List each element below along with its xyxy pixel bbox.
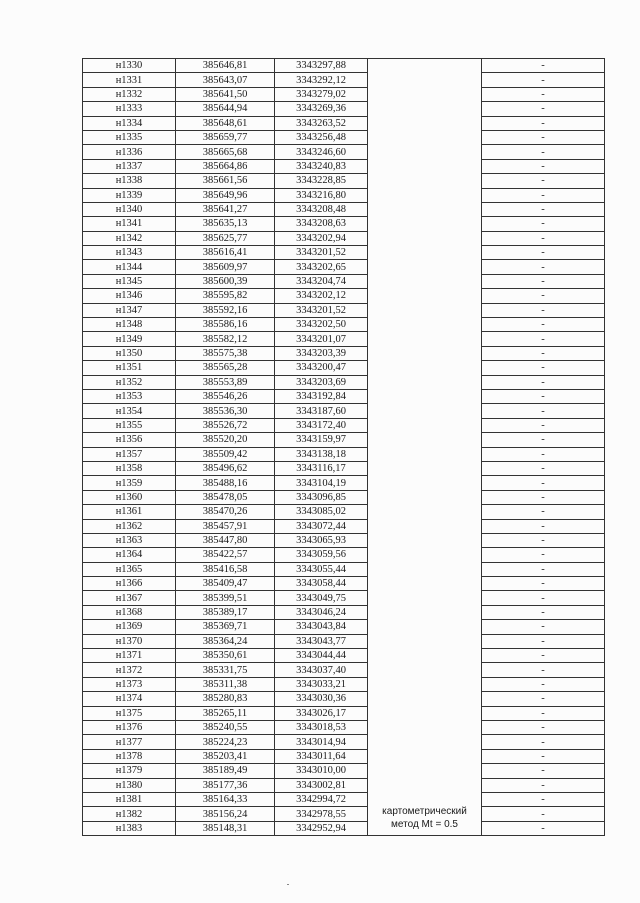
table-row: [83, 231, 605, 245]
point-id-cell: н1343: [83, 246, 176, 260]
y-coordinate-cell: 3343085,02: [275, 505, 368, 519]
dash-cell: -: [482, 174, 605, 188]
table-row: [83, 692, 605, 706]
dash-cell: -: [482, 433, 605, 447]
point-id-cell: н1380: [83, 778, 176, 792]
point-id-cell: н1359: [83, 476, 176, 490]
table-row: [83, 764, 605, 778]
point-id-cell: н1353: [83, 389, 176, 403]
y-coordinate-cell: 3343203,39: [275, 346, 368, 360]
dash-cell: -: [482, 663, 605, 677]
point-id-cell: н1352: [83, 375, 176, 389]
x-coordinate-cell: 385265,11: [176, 706, 275, 720]
dash-cell: -: [482, 260, 605, 274]
point-id-cell: н1370: [83, 634, 176, 648]
table-row: [83, 188, 605, 202]
point-id-cell: н1332: [83, 87, 176, 101]
point-id-cell: н1346: [83, 289, 176, 303]
y-coordinate-cell: 3343297,88: [275, 59, 368, 73]
dash-cell: -: [482, 59, 605, 73]
point-id-cell: н1366: [83, 577, 176, 591]
table-row: [83, 404, 605, 418]
y-coordinate-cell: 3343256,48: [275, 130, 368, 144]
y-coordinate-cell: 3343202,94: [275, 231, 368, 245]
table-row: [83, 577, 605, 591]
y-coordinate-cell: 3343192,84: [275, 389, 368, 403]
y-coordinate-cell: 3343043,84: [275, 620, 368, 634]
x-coordinate-cell: 385447,80: [176, 533, 275, 547]
y-coordinate-cell: 3343026,17: [275, 706, 368, 720]
point-id-cell: н1347: [83, 303, 176, 317]
y-coordinate-cell: 3343059,56: [275, 548, 368, 562]
x-coordinate-cell: 385641,27: [176, 202, 275, 216]
x-coordinate-cell: 385331,75: [176, 663, 275, 677]
dash-cell: -: [482, 246, 605, 260]
table-row: [83, 605, 605, 619]
y-coordinate-cell: 3343058,44: [275, 577, 368, 591]
table-row: [83, 749, 605, 763]
point-id-cell: н1364: [83, 548, 176, 562]
table-row: [83, 116, 605, 130]
table-row: [83, 490, 605, 504]
table-row: [83, 720, 605, 734]
point-id-cell: н1330: [83, 59, 176, 73]
table-row: [83, 274, 605, 288]
coordinates-table: [82, 58, 605, 836]
point-id-cell: н1362: [83, 519, 176, 533]
table-row: [83, 318, 605, 332]
table-row: [83, 821, 605, 835]
x-coordinate-cell: 385389,17: [176, 605, 275, 619]
x-coordinate-cell: 385350,61: [176, 649, 275, 663]
x-coordinate-cell: 385665,68: [176, 145, 275, 159]
point-id-cell: н1349: [83, 332, 176, 346]
y-coordinate-cell: 3343018,53: [275, 720, 368, 734]
point-id-cell: н1344: [83, 260, 176, 274]
x-coordinate-cell: 385546,26: [176, 389, 275, 403]
x-coordinate-cell: 385526,72: [176, 418, 275, 432]
y-coordinate-cell: 3343202,12: [275, 289, 368, 303]
y-coordinate-cell: 3343104,19: [275, 476, 368, 490]
point-id-cell: н1378: [83, 749, 176, 763]
x-coordinate-cell: 385635,13: [176, 217, 275, 231]
dash-cell: -: [482, 188, 605, 202]
x-coordinate-cell: 385177,36: [176, 778, 275, 792]
y-coordinate-cell: 3343065,93: [275, 533, 368, 547]
table-row: [83, 174, 605, 188]
x-coordinate-cell: 385224,23: [176, 735, 275, 749]
x-coordinate-cell: 385644,94: [176, 102, 275, 116]
x-coordinate-cell: 385416,58: [176, 562, 275, 576]
x-coordinate-cell: 385664,86: [176, 159, 275, 173]
x-coordinate-cell: 385643,07: [176, 73, 275, 87]
x-coordinate-cell: 385422,57: [176, 548, 275, 562]
dash-cell: -: [482, 375, 605, 389]
table-row: [83, 548, 605, 562]
point-id-cell: н1375: [83, 706, 176, 720]
dash-cell: -: [482, 332, 605, 346]
y-coordinate-cell: 3343201,52: [275, 246, 368, 260]
dash-cell: -: [482, 159, 605, 173]
point-id-cell: н1345: [83, 274, 176, 288]
x-coordinate-cell: 385488,16: [176, 476, 275, 490]
dash-cell: -: [482, 735, 605, 749]
coordinates-table-body: [83, 59, 605, 836]
y-coordinate-cell: 3343116,17: [275, 461, 368, 475]
point-id-cell: н1371: [83, 649, 176, 663]
y-coordinate-cell: 3343030,36: [275, 692, 368, 706]
x-coordinate-cell: 385646,81: [176, 59, 275, 73]
y-coordinate-cell: 3342978,55: [275, 807, 368, 821]
point-id-cell: н1360: [83, 490, 176, 504]
table-row: [83, 620, 605, 634]
table-row: [83, 792, 605, 806]
table-row: [83, 246, 605, 260]
table-row: [83, 778, 605, 792]
y-coordinate-cell: 3343055,44: [275, 562, 368, 576]
table-row: [83, 418, 605, 432]
dash-cell: -: [482, 605, 605, 619]
point-id-cell: н1374: [83, 692, 176, 706]
x-coordinate-cell: 385565,28: [176, 361, 275, 375]
point-id-cell: н1350: [83, 346, 176, 360]
x-coordinate-cell: 385164,33: [176, 792, 275, 806]
point-id-cell: н1377: [83, 735, 176, 749]
table-row: [83, 346, 605, 360]
x-coordinate-cell: 385595,82: [176, 289, 275, 303]
table-row: [83, 73, 605, 87]
x-coordinate-cell: 385470,26: [176, 505, 275, 519]
point-id-cell: н1334: [83, 116, 176, 130]
x-coordinate-cell: 385156,24: [176, 807, 275, 821]
point-id-cell: н1373: [83, 677, 176, 691]
x-coordinate-cell: 385625,77: [176, 231, 275, 245]
table-row: [83, 663, 605, 677]
point-id-cell: н1379: [83, 764, 176, 778]
table-row: [83, 289, 605, 303]
y-coordinate-cell: 3343011,64: [275, 749, 368, 763]
x-coordinate-cell: 385203,41: [176, 749, 275, 763]
y-coordinate-cell: 3343203,69: [275, 375, 368, 389]
dash-cell: -: [482, 764, 605, 778]
table-row: [83, 361, 605, 375]
point-id-cell: н1363: [83, 533, 176, 547]
dash-cell: -: [482, 821, 605, 835]
point-id-cell: н1340: [83, 202, 176, 216]
point-id-cell: н1381: [83, 792, 176, 806]
y-coordinate-cell: 3343037,40: [275, 663, 368, 677]
x-coordinate-cell: 385457,91: [176, 519, 275, 533]
table-row: [83, 706, 605, 720]
y-coordinate-cell: 3343240,83: [275, 159, 368, 173]
y-coordinate-cell: 3343200,47: [275, 361, 368, 375]
dash-cell: -: [482, 577, 605, 591]
x-coordinate-cell: 385240,55: [176, 720, 275, 734]
x-coordinate-cell: 385311,38: [176, 677, 275, 691]
point-id-cell: н1355: [83, 418, 176, 432]
dash-cell: -: [482, 418, 605, 432]
x-coordinate-cell: 385148,31: [176, 821, 275, 835]
method-cell: [368, 59, 482, 836]
table-row: [83, 807, 605, 821]
y-coordinate-cell: 3342952,94: [275, 821, 368, 835]
table-row: [83, 202, 605, 216]
y-coordinate-cell: 3343010,00: [275, 764, 368, 778]
dash-cell: -: [482, 476, 605, 490]
x-coordinate-cell: 385364,24: [176, 634, 275, 648]
point-id-cell: н1354: [83, 404, 176, 418]
point-id-cell: н1348: [83, 318, 176, 332]
table-row: [83, 217, 605, 231]
point-id-cell: н1382: [83, 807, 176, 821]
scan-speck: [287, 884, 289, 885]
table-row: [83, 102, 605, 116]
x-coordinate-cell: 385609,97: [176, 260, 275, 274]
dash-cell: -: [482, 706, 605, 720]
x-coordinate-cell: 385369,71: [176, 620, 275, 634]
x-coordinate-cell: 385575,38: [176, 346, 275, 360]
dash-cell: -: [482, 389, 605, 403]
y-coordinate-cell: 3343096,85: [275, 490, 368, 504]
dash-cell: -: [482, 490, 605, 504]
y-coordinate-cell: 3343201,07: [275, 332, 368, 346]
table-row: [83, 447, 605, 461]
y-coordinate-cell: 3343049,75: [275, 591, 368, 605]
dash-cell: -: [482, 404, 605, 418]
table-row: [83, 303, 605, 317]
point-id-cell: н1369: [83, 620, 176, 634]
x-coordinate-cell: 385661,56: [176, 174, 275, 188]
point-id-cell: н1331: [83, 73, 176, 87]
dash-cell: -: [482, 274, 605, 288]
table-row: [83, 677, 605, 691]
y-coordinate-cell: 3343046,24: [275, 605, 368, 619]
dash-cell: -: [482, 792, 605, 806]
y-coordinate-cell: 3343228,85: [275, 174, 368, 188]
dash-cell: -: [482, 130, 605, 144]
method-line-1: картометрический: [382, 806, 467, 818]
table-row: [83, 332, 605, 346]
y-coordinate-cell: 3343292,12: [275, 73, 368, 87]
table-row: [83, 433, 605, 447]
table-row: [83, 476, 605, 490]
point-id-cell: н1376: [83, 720, 176, 734]
dash-cell: -: [482, 461, 605, 475]
x-coordinate-cell: 385553,89: [176, 375, 275, 389]
y-coordinate-cell: 3343187,60: [275, 404, 368, 418]
x-coordinate-cell: 385189,49: [176, 764, 275, 778]
point-id-cell: н1341: [83, 217, 176, 231]
dash-cell: -: [482, 289, 605, 303]
dash-cell: -: [482, 677, 605, 691]
point-id-cell: н1337: [83, 159, 176, 173]
y-coordinate-cell: 3343044,44: [275, 649, 368, 663]
x-coordinate-cell: 385509,42: [176, 447, 275, 461]
point-id-cell: н1338: [83, 174, 176, 188]
y-coordinate-cell: 3343216,80: [275, 188, 368, 202]
dash-cell: -: [482, 145, 605, 159]
point-id-cell: н1351: [83, 361, 176, 375]
y-coordinate-cell: 3343172,40: [275, 418, 368, 432]
dash-cell: -: [482, 116, 605, 130]
y-coordinate-cell: 3343208,63: [275, 217, 368, 231]
dash-cell: -: [482, 217, 605, 231]
dash-cell: -: [482, 548, 605, 562]
point-id-cell: н1342: [83, 231, 176, 245]
table-row: [83, 260, 605, 274]
table-row: [83, 461, 605, 475]
table-row: [83, 591, 605, 605]
dash-cell: -: [482, 303, 605, 317]
y-coordinate-cell: 3343202,65: [275, 260, 368, 274]
x-coordinate-cell: 385399,51: [176, 591, 275, 605]
dash-cell: -: [482, 318, 605, 332]
point-id-cell: н1333: [83, 102, 176, 116]
dash-cell: -: [482, 102, 605, 116]
y-coordinate-cell: 3343201,52: [275, 303, 368, 317]
point-id-cell: н1339: [83, 188, 176, 202]
point-id-cell: н1335: [83, 130, 176, 144]
y-coordinate-cell: 3343072,44: [275, 519, 368, 533]
y-coordinate-cell: 3343263,52: [275, 116, 368, 130]
y-coordinate-cell: 3343208,48: [275, 202, 368, 216]
y-coordinate-cell: 3343204,74: [275, 274, 368, 288]
point-id-cell: н1372: [83, 663, 176, 677]
x-coordinate-cell: 385659,77: [176, 130, 275, 144]
dash-cell: -: [482, 202, 605, 216]
x-coordinate-cell: 385280,83: [176, 692, 275, 706]
point-id-cell: н1356: [83, 433, 176, 447]
dash-cell: -: [482, 749, 605, 763]
x-coordinate-cell: 385582,12: [176, 332, 275, 346]
table-row: [83, 562, 605, 576]
y-coordinate-cell: 3343279,02: [275, 87, 368, 101]
point-id-cell: н1365: [83, 562, 176, 576]
y-coordinate-cell: 3343033,21: [275, 677, 368, 691]
dash-cell: -: [482, 778, 605, 792]
table-row: [83, 375, 605, 389]
table-row: [83, 505, 605, 519]
dash-cell: -: [482, 591, 605, 605]
point-id-cell: н1361: [83, 505, 176, 519]
dash-cell: -: [482, 231, 605, 245]
dash-cell: -: [482, 505, 605, 519]
table-row: [83, 159, 605, 173]
table-row: [83, 649, 605, 663]
table-row: [83, 59, 605, 73]
dash-cell: -: [482, 533, 605, 547]
x-coordinate-cell: 385649,96: [176, 188, 275, 202]
dash-cell: -: [482, 361, 605, 375]
dash-cell: -: [482, 87, 605, 101]
x-coordinate-cell: 385409,47: [176, 577, 275, 591]
table-row: [83, 519, 605, 533]
dash-cell: -: [482, 807, 605, 821]
point-id-cell: н1357: [83, 447, 176, 461]
table-row: [83, 735, 605, 749]
y-coordinate-cell: 3343202,50: [275, 318, 368, 332]
table-row: [83, 130, 605, 144]
table-row: [83, 145, 605, 159]
y-coordinate-cell: 3343246,60: [275, 145, 368, 159]
x-coordinate-cell: 385641,50: [176, 87, 275, 101]
dash-cell: -: [482, 519, 605, 533]
dash-cell: -: [482, 562, 605, 576]
x-coordinate-cell: 385586,16: [176, 318, 275, 332]
x-coordinate-cell: 385648,61: [176, 116, 275, 130]
dash-cell: -: [482, 634, 605, 648]
dash-cell: -: [482, 620, 605, 634]
x-coordinate-cell: 385600,39: [176, 274, 275, 288]
dash-cell: -: [482, 346, 605, 360]
point-id-cell: н1383: [83, 821, 176, 835]
table-row: [83, 389, 605, 403]
x-coordinate-cell: 385536,30: [176, 404, 275, 418]
x-coordinate-cell: 385616,41: [176, 246, 275, 260]
dash-cell: -: [482, 447, 605, 461]
y-coordinate-cell: 3343138,18: [275, 447, 368, 461]
x-coordinate-cell: 385520,20: [176, 433, 275, 447]
dash-cell: -: [482, 73, 605, 87]
point-id-cell: н1358: [83, 461, 176, 475]
y-coordinate-cell: 3343269,36: [275, 102, 368, 116]
method-line-2: метод Mt = 0.5: [391, 819, 458, 831]
y-coordinate-cell: 3343014,94: [275, 735, 368, 749]
dash-cell: -: [482, 649, 605, 663]
y-coordinate-cell: 3343043,77: [275, 634, 368, 648]
x-coordinate-cell: 385478,05: [176, 490, 275, 504]
point-id-cell: н1368: [83, 605, 176, 619]
dash-cell: -: [482, 720, 605, 734]
point-id-cell: н1336: [83, 145, 176, 159]
table-row: [83, 634, 605, 648]
table-row: [83, 533, 605, 547]
y-coordinate-cell: 3343002,81: [275, 778, 368, 792]
table-row: [83, 87, 605, 101]
y-coordinate-cell: 3342994,72: [275, 792, 368, 806]
point-id-cell: н1367: [83, 591, 176, 605]
y-coordinate-cell: 3343159,97: [275, 433, 368, 447]
x-coordinate-cell: 385592,16: [176, 303, 275, 317]
x-coordinate-cell: 385496,62: [176, 461, 275, 475]
dash-cell: -: [482, 692, 605, 706]
